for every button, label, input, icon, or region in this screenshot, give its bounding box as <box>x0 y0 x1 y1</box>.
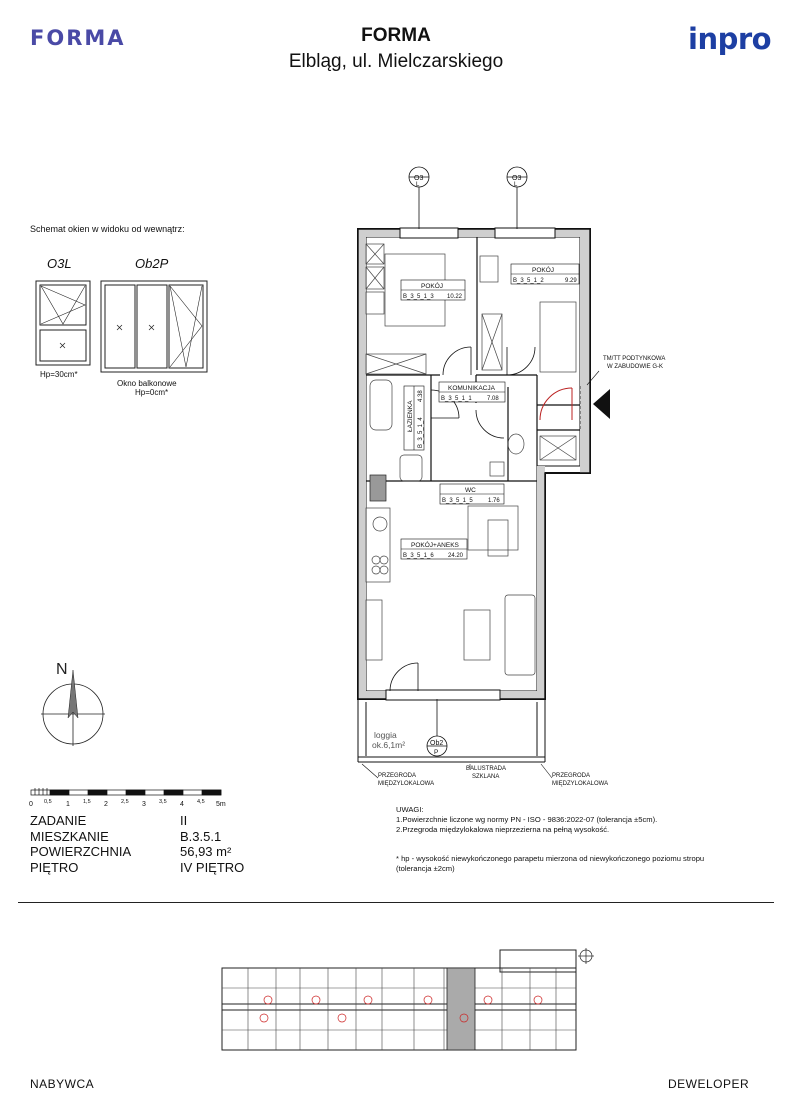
info-value: IV PIĘTRO <box>180 859 245 875</box>
tag1-bottom: L <box>416 182 420 188</box>
scale-tick-1: 0,5 <box>44 799 52 805</box>
page-subtitle: Elbląg, ul. Mielczarskiego <box>288 51 504 72</box>
notes <box>396 805 776 835</box>
info-key: MIESZKANIE <box>30 828 109 844</box>
przegroda-right-2: MIĘDZYLOKALOWA <box>552 781 609 787</box>
room2-name: POKÓJ <box>532 267 555 274</box>
info-row-powierzchnia <box>30 844 244 860</box>
notes-line2: 2.Przegroda międzylokalowa nieprzezierna na pełną wysokość. <box>396 825 610 834</box>
scale-tick-8: 4 <box>180 801 184 808</box>
info-value: II <box>180 813 188 828</box>
buyer-signature-label: NABYWCA <box>30 1077 95 1091</box>
room3-code: B_3_5_1_1 <box>441 396 472 402</box>
tag2-top: O3 <box>512 175 522 182</box>
north-arrow <box>38 656 110 748</box>
przegroda-left-1: PRZEGRODA <box>378 773 417 779</box>
tag2-bottom: L <box>514 182 518 188</box>
highlighted-apartment <box>447 968 475 1050</box>
room3-name: KOMUNIKACJA <box>448 385 495 392</box>
north-label: N <box>56 661 68 678</box>
przegroda-right-1: PRZEGRODA <box>552 773 591 779</box>
scale-tick-9: 4,5 <box>197 799 205 805</box>
room2-code: B_3_5_1_2 <box>513 278 544 284</box>
page-title: FORMA <box>361 25 431 46</box>
window-ob2p-note1: Okno balkonowe <box>117 379 177 388</box>
balustrada-2: SZKLANA <box>472 774 500 780</box>
scale-tick-10: 5m <box>216 801 226 808</box>
scale-tick-7: 3,5 <box>159 799 167 805</box>
scale-tick-4: 2 <box>104 801 108 808</box>
tm-tt-label: TM/TT PODTYNKOWA <box>603 356 666 362</box>
notes-line1: 1.Powierzchnie liczone wg normy PN - ISO - 9836:2022-07 (tolerancja ±5cm). <box>396 815 658 824</box>
divider <box>18 902 774 903</box>
window-o3l-label: O3L <box>47 256 72 271</box>
building-key-plan <box>218 944 604 1056</box>
info-key: ZADANIE <box>30 813 87 828</box>
room4-name: ŁAZIENKA <box>407 400 414 432</box>
footnote-line2: (tolerancja ±2cm) <box>396 864 455 873</box>
room1-name: POKÓJ <box>421 283 444 290</box>
room6-name: POKÓJ+ANEKS <box>411 542 459 549</box>
balustrada-1: BALUSTRADA <box>466 766 507 772</box>
info-row-zadanie <box>30 813 244 829</box>
info-row-pietro <box>30 860 244 876</box>
apartment-info <box>30 813 244 875</box>
scale-tick-2: 1 <box>66 801 70 808</box>
loggia-label: loggia <box>374 730 397 740</box>
room5-code: B_3_5_1_5 <box>442 498 473 504</box>
tag3-bottom: P <box>434 749 439 756</box>
scale-bar <box>28 788 238 810</box>
footnote <box>396 854 776 874</box>
footnote-line1: * hp - wysokość niewykończonego parapetu mierzona od niewykończonego poziomu stropu <box>396 854 705 863</box>
room5-area: 1.76 <box>488 498 500 504</box>
info-row-mieszkanie <box>30 829 244 845</box>
info-value: 56,93 m² <box>180 844 232 859</box>
room1-area: 10.22 <box>447 294 463 300</box>
info-value: B.3.5.1 <box>180 828 222 844</box>
forma-logo: FORMA <box>30 26 126 50</box>
window-o3l-note: Hp=30cm* <box>40 370 78 379</box>
loggia-area: ok.6,1m² <box>372 740 406 750</box>
notes-title: UWAGI: <box>396 805 424 814</box>
window-ob2p-note2: Hp=0cm* <box>135 388 169 397</box>
room1-code: B_3_5_1_3 <box>403 294 434 300</box>
room3-area: 7.08 <box>487 396 499 402</box>
tag1-top: O3 <box>414 175 424 182</box>
room4-code: B_3_5_1_4 <box>418 417 424 448</box>
room2-area: 9.29 <box>565 278 577 284</box>
room6-area: 24.20 <box>448 553 464 559</box>
info-key: POWIERZCHNIA <box>30 844 132 859</box>
room5-name: WC <box>465 487 476 494</box>
developer-signature-label: DEWELOPER <box>668 1077 750 1091</box>
info-key: PIĘTRO <box>30 859 79 875</box>
scale-tick-5: 2,5 <box>121 799 129 805</box>
scale-tick-3: 1,5 <box>83 799 91 805</box>
inpro-logo: inpro <box>688 22 772 56</box>
tag3-top: Ob2 <box>430 740 444 747</box>
room6-code: B_3_5_1_6 <box>403 553 434 559</box>
scale-tick-0: 0 <box>29 801 33 808</box>
tm-tt-label2: W ZABUDOWIE G-K <box>607 364 663 370</box>
windows-schema-caption: Schemat okien w widoku od wewnątrz: <box>30 224 185 234</box>
room4-area: 4.38 <box>418 390 424 402</box>
przegroda-left-2: MIĘDZYLOKALOWA <box>378 781 435 787</box>
window-ob2p-label: Ob2P <box>135 256 169 271</box>
scale-tick-6: 3 <box>142 801 146 808</box>
